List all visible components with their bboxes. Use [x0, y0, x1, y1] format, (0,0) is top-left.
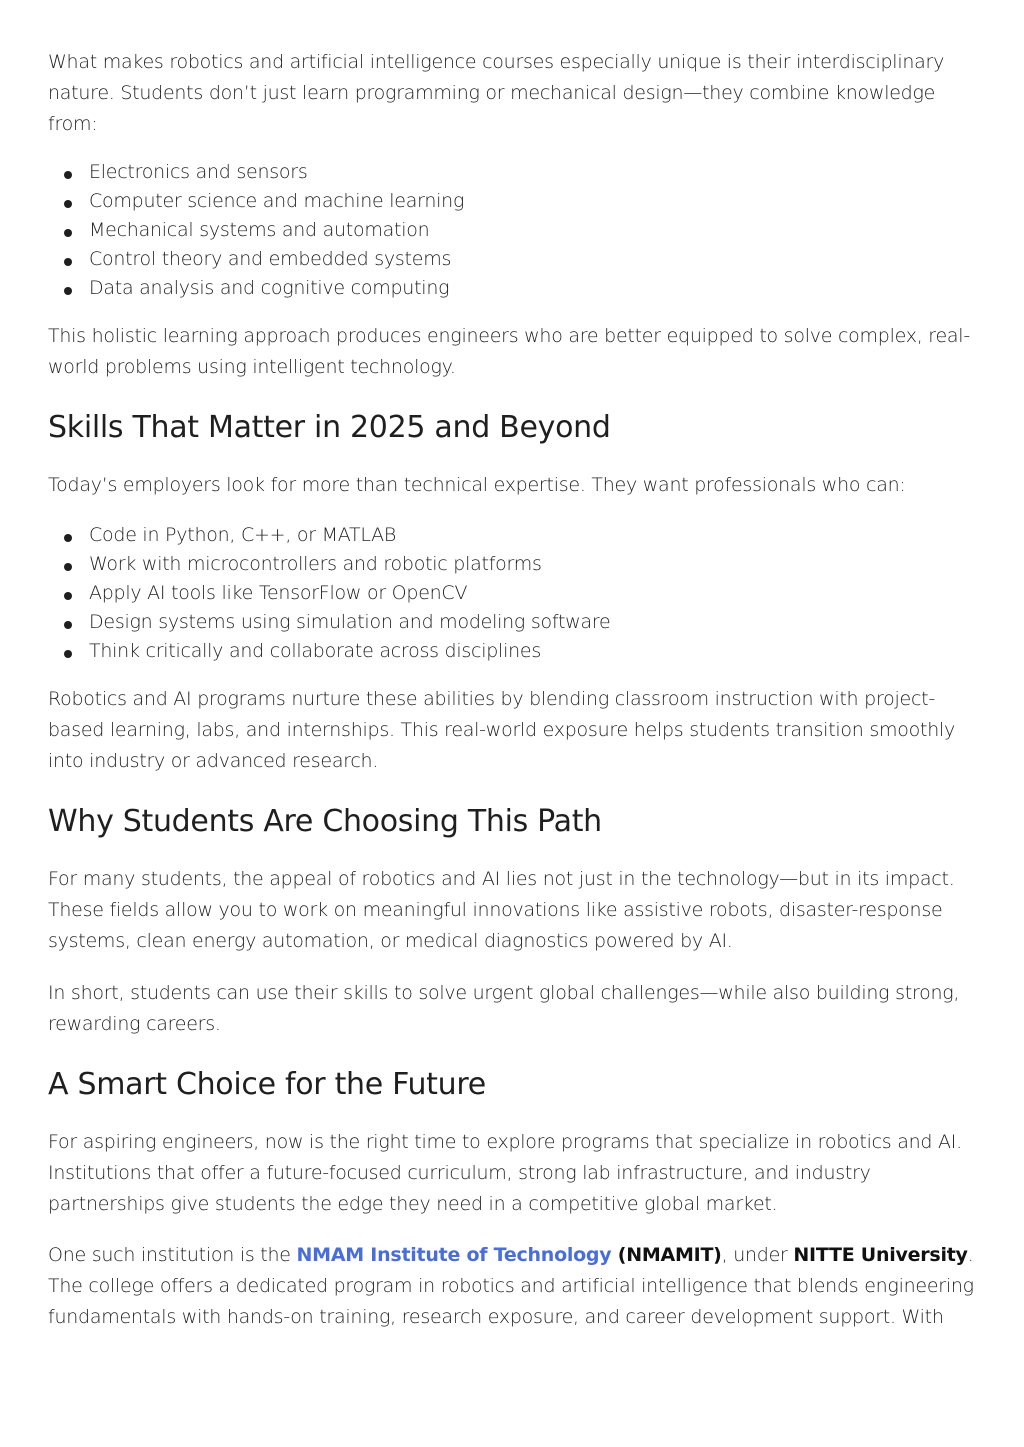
programs-paragraph: Robotics and AI programs nurture these abilities by blending classroom instruction with project-based learning, labs, and internships. This real-world exposure helps students transition smoothly into industry or advanced research. [48, 688, 956, 772]
list-item: Work with microcontrollers and robotic platforms [48, 550, 976, 579]
list-item: Data analysis and cognitive computing [48, 274, 976, 303]
disciplines-list [48, 158, 976, 303]
intro-paragraph: What makes robotics and artificial intelligence courses especially unique is their interdisciplinary nature. Students don’t just learn programming or mechanical design—they combine knowledge from: [48, 51, 945, 135]
aspiring-paragraph: For aspiring engineers, now is the right time to explore programs that specialize in robotics and AI. Institutions that offer a future-focused curriculum, strong lab infrastructure, and industry partnerships give students the edge they need in a competitive global market. [48, 1131, 962, 1215]
employers-paragraph: Today’s employers look for more than technical expertise. They want professionals who can: [48, 474, 906, 496]
skills-list [48, 521, 976, 666]
list-item: Design systems using simulation and modeling software [48, 608, 976, 637]
nmamit-abbreviation: (NMAMIT) [611, 1244, 722, 1266]
nitte-university-text: NITTE University [793, 1244, 968, 1266]
list-item: Control theory and embedded systems [48, 245, 976, 274]
institution-mid-text: , under [721, 1244, 794, 1266]
skills-heading: Skills That Matter in 2025 and Beyond [48, 410, 611, 445]
why-heading: Why Students Are Choosing This Path [48, 804, 602, 839]
list-item: Think critically and collaborate across disciplines [48, 637, 976, 666]
holistic-paragraph: This holistic learning approach produces engineers who are better equipped to solve complex, real-world problems using intelligent technology. [48, 325, 970, 378]
future-heading: A Smart Choice for the Future [48, 1067, 486, 1102]
institution-tail-text: . The college offers a dedicated program in robotics and artificial intelligence that blends engineering fundamentals with hands-on training, research exposure, and career development support. With [48, 1244, 974, 1328]
list-item: Code in Python, C++, or MATLAB [48, 521, 976, 550]
short-paragraph: In short, students can use their skills to solve urgent global challenges—while also building strong, rewarding careers. [48, 982, 960, 1035]
list-item: Mechanical systems and automation [48, 216, 976, 245]
list-item: Computer science and machine learning [48, 187, 976, 216]
institution-lead-text: One such institution is the [48, 1244, 297, 1266]
list-item: Electronics and sensors [48, 158, 976, 187]
institution-paragraph [48, 1240, 976, 1333]
appeal-paragraph: For many students, the appeal of robotics and AI lies not just in the technology—but in its impact. These fields allow you to work on meaningful innovations like assistive robots, disaster-response systems, clean energy automation, or medical diagnostics powered by AI. [48, 868, 955, 952]
list-item: Apply AI tools like TensorFlow or OpenCV [48, 579, 976, 608]
nmamit-link[interactable]: NMAM Institute of Technology [296, 1244, 612, 1266]
